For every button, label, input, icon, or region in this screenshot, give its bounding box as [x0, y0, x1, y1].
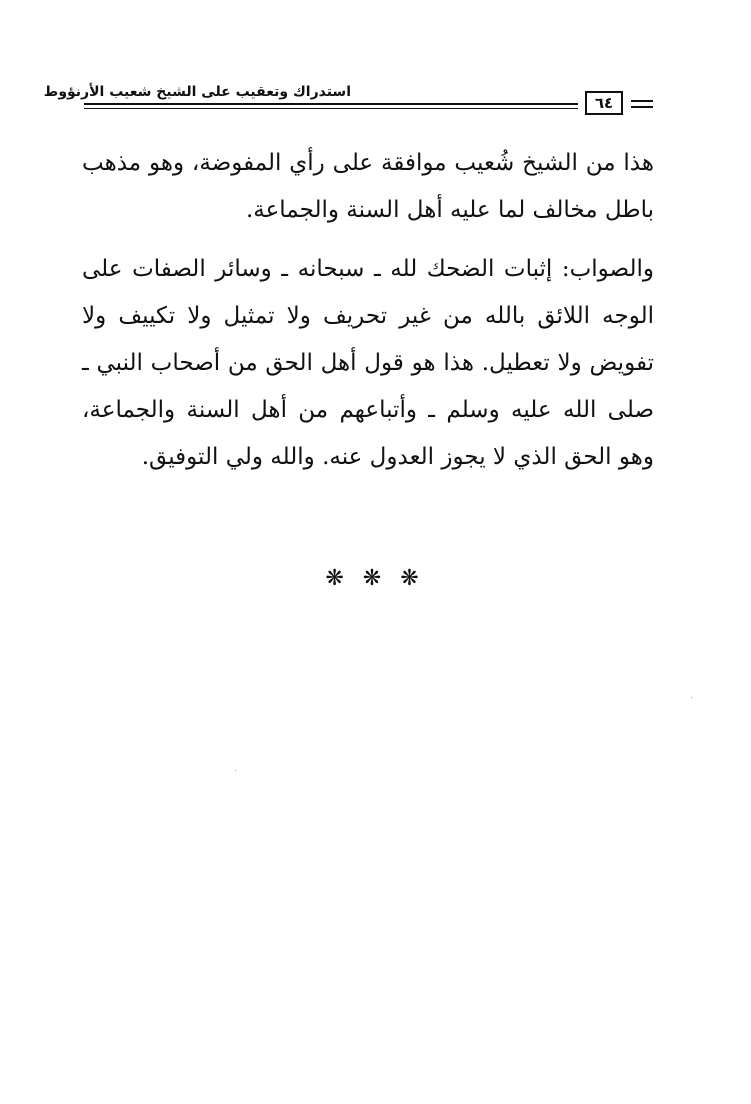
scan-speck [235, 770, 236, 771]
running-head-title: استدراك وتعقيب على الشيخ شعيب الأرنؤوط [43, 84, 351, 100]
header-decoration-line [631, 100, 653, 102]
header-rule-thick [84, 103, 578, 105]
scan-speck [691, 697, 692, 698]
page-number: ٦٤ [585, 91, 623, 115]
section-end-ornament: ❋ ❋ ❋ [325, 566, 425, 591]
header-decoration-line [631, 106, 653, 108]
paragraph: هذا من الشيخ شُعيب موافقة على رأي المفوضة، وهو مذهب باطل مخالف لما عليه أهل السنة والجماعة. [82, 150, 654, 223]
main-text [82, 140, 654, 493]
paragraph: والصواب: إثبات الضحك لله ـ سبحانه ـ وسائر الصفات على الوجه اللائق بالله من غير تحريف ولا تمثيل ولا تكييف ولا تفويض ولا تعطيل. هذا هو قول أهل الحق من أصحاب النبي ـ صلى الله عليه وسلم ـ وأتباعهم من أهل السنة والجماعة، وهو الحق الذي لا يجوز العدول عنه. والله ولي التوفيق. [82, 256, 654, 470]
header-rule-thin [84, 108, 578, 109]
